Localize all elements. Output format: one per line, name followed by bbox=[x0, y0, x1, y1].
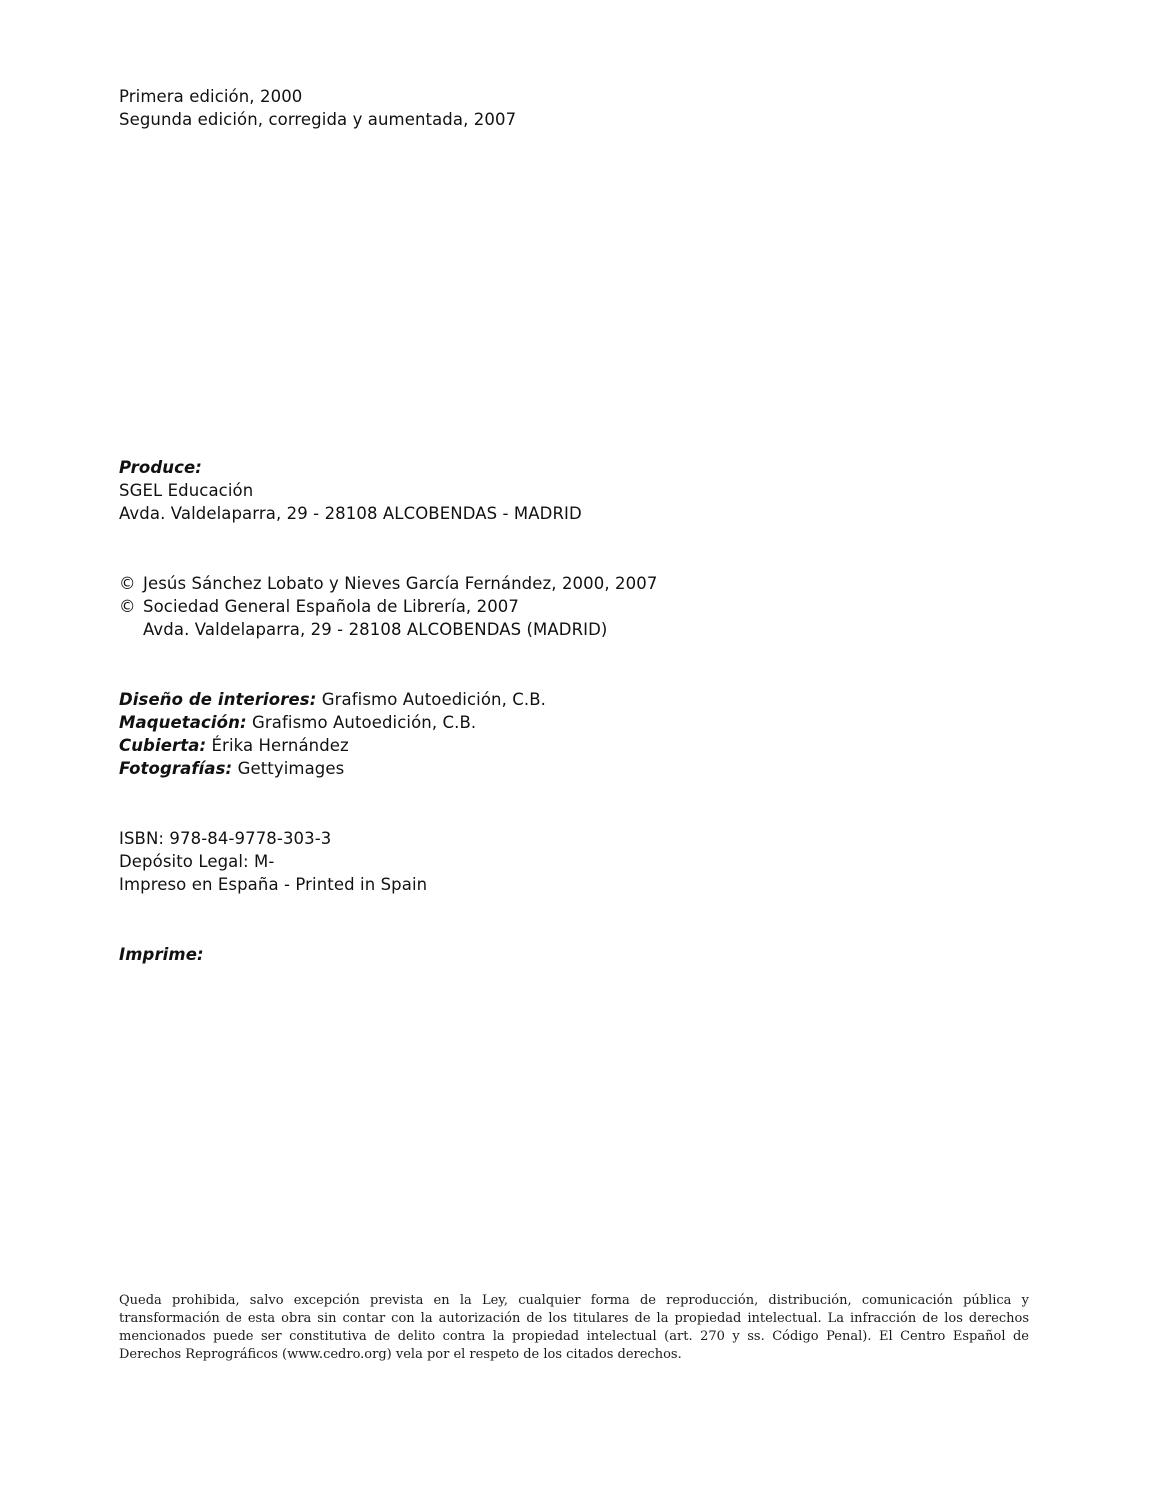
copyright-row-authors bbox=[119, 572, 657, 595]
first-edition: Primera edición, 2000 bbox=[119, 87, 303, 106]
printed-in: Impreso en España - Printed in Spain bbox=[119, 875, 428, 894]
editions-block bbox=[119, 85, 516, 131]
legal-notice: Queda prohibida, salvo excepción prevista en la Ley, cualquier forma de reproducción, distribución, comunicación pública y transformación de esta obra sin contar con la autorización de los titulares de la propiedad intelectual. La infracción de los derechos mencionados puede ser constitutiva de delito contra la propiedad intelectual (art. 270 y ss. Código Penal). El Centro Español de Derechos Reprográficos (www.cedro.org) vela por el respeto de los citados derechos. bbox=[119, 1293, 1029, 1362]
copyright-block bbox=[119, 572, 657, 641]
credit-photos bbox=[119, 757, 546, 780]
credit-photos-value: Gettyimages bbox=[237, 759, 345, 778]
copyright-row-publisher bbox=[119, 595, 657, 618]
imprime-block bbox=[119, 943, 204, 966]
credit-design bbox=[119, 688, 546, 711]
credit-layout-label: Maquetación: bbox=[119, 713, 247, 732]
credit-photos-label: Fotografías: bbox=[119, 759, 233, 778]
copyright-icon: © bbox=[119, 574, 136, 593]
copyright-icon: © bbox=[119, 597, 136, 616]
imprime-label: Imprime: bbox=[119, 945, 204, 964]
credit-layout bbox=[119, 711, 546, 734]
deposito-legal: Depósito Legal: M- bbox=[119, 852, 275, 871]
credit-design-value: Grafismo Autoedición, C.B. bbox=[321, 690, 546, 709]
produce-block bbox=[119, 456, 582, 525]
copyright-publisher: Sociedad General Española de Librería, 2007 bbox=[143, 597, 520, 616]
isbn: ISBN: 978-84-9778-303-3 bbox=[119, 829, 332, 848]
produce-label: Produce: bbox=[119, 458, 202, 477]
second-edition: Segunda edición, corregida y aumentada, 2007 bbox=[119, 110, 517, 129]
credit-cover bbox=[119, 734, 546, 757]
copyright-address: Avda. Valdelaparra, 29 - 28108 ALCOBENDAS (MADRID) bbox=[143, 620, 608, 639]
publication-block bbox=[119, 827, 427, 896]
credits-block bbox=[119, 688, 546, 780]
produce-address: Avda. Valdelaparra, 29 - 28108 ALCOBENDAS - MADRID bbox=[119, 504, 582, 523]
credit-cover-label: Cubierta: bbox=[119, 736, 207, 755]
copyright-authors: Jesús Sánchez Lobato y Nieves García Fernández, 2000, 2007 bbox=[143, 574, 658, 593]
produce-name: SGEL Educación bbox=[119, 481, 254, 500]
credit-design-label: Diseño de interiores: bbox=[119, 690, 317, 709]
credit-layout-value: Grafismo Autoedición, C.B. bbox=[252, 713, 477, 732]
credit-cover-value: Érika Hernández bbox=[211, 736, 349, 755]
